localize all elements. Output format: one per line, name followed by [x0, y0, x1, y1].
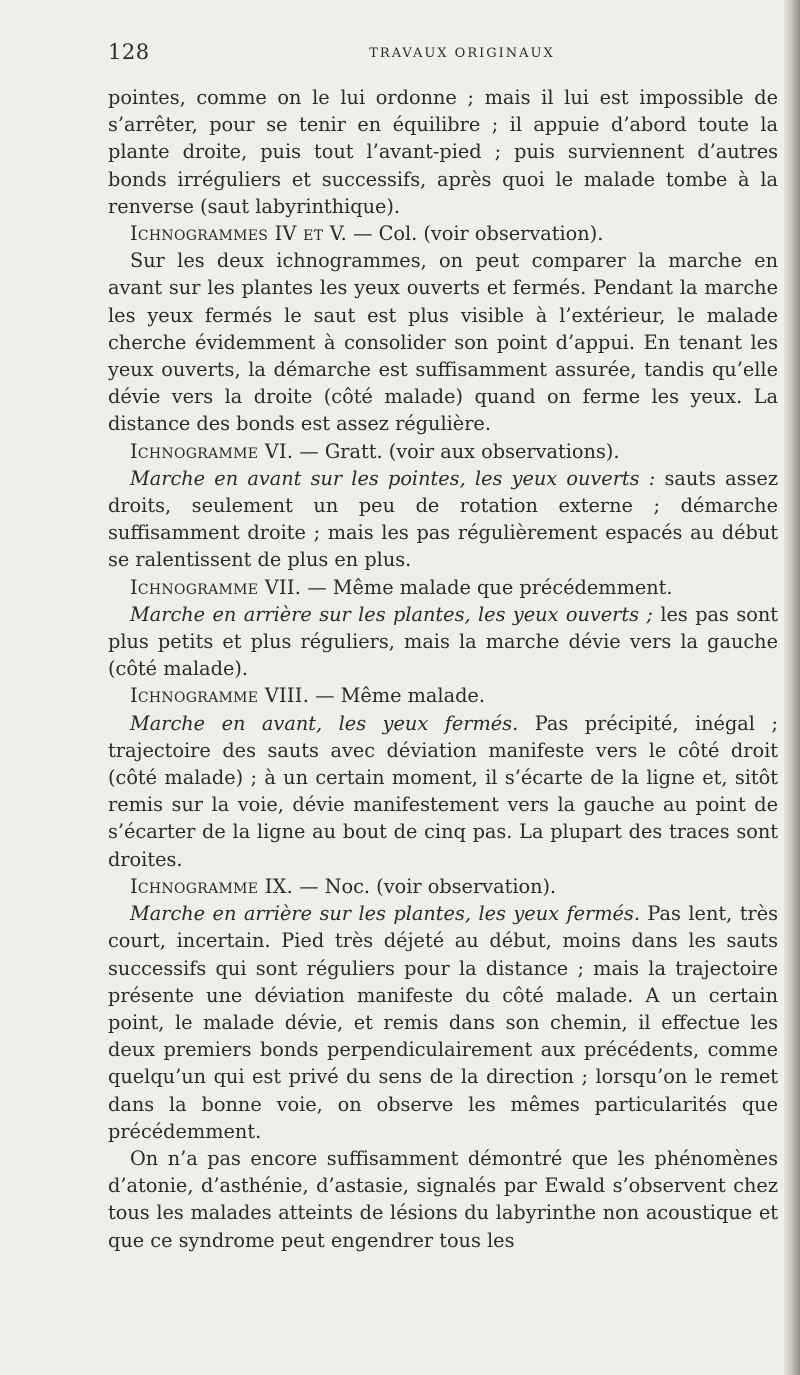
paragraph: Marche en arrière sur les plantes, les yeux fermés. Pas lent, très court, incertain. Pied très déjeté au début, moins dans les sauts successifs qui sont réguliers pour la distance ; mais la trajectoire présente une déviation manifeste du côté malade. A un certain point, le malade dévie, et remis dans son chemin, il effectue les deux premiers bonds perpendiculairement aux précédents, comme quelqu’un qui est privé du sens de la direction ; lorsqu’on le remet dans la bonne voie, on observe les mêmes particularités que précédemment. — [108, 902, 778, 1143]
ichnogram-heading: Ichnogramme VIII. — Même malade. — [130, 684, 485, 708]
paragraph: Marche en arrière sur les plantes, les yeux ouverts ; les pas sont plus petits et plus réguliers, mais la marche dévie vers la gauche (côté malade). — [108, 602, 778, 681]
ichnogram-label: Ichnogramme IX. — [130, 874, 294, 898]
paragraph: Sur les deux ichnogrammes, on peut comparer la marche en avant sur les plantes les yeux ouverts et fermés. Pendant la marche les yeux fermés le saut est plus visible à l’extérieur, le malade cherche évidemment à consolider son point d’appui. En tenant les yeux ouverts, la démarche est suffisamment assurée, tandis qu’elle dévie vers la droite (côté malade) quand on ferme les yeux. La distance des bonds est assez régulière. — [108, 249, 778, 436]
page-number: 128 — [108, 40, 150, 64]
paragraph: Marche en avant, les yeux fermés. Pas précipité, inégal ; trajectoire des sauts avec déviation manifeste vers le côté droit (côté malade) ; à un certain moment, il s’écarte de la ligne et, sitôt remis sur la voie, dévie manifestement vers la gauche au point de s’écarter de la ligne au bout de cinq pas. La plupart des traces sont droites. — [108, 711, 778, 871]
ichnogram-heading: Ichnogramme VI. — Gratt. (voir aux observations). — [130, 439, 620, 463]
running-title: TRAVAUX ORIGINAUX — [369, 46, 555, 61]
paragraph-continuation: pointes, comme on le lui ordonne ; mais il lui est impossible de s’arrêter, pour se tenir en équilibre ; il appuie d’abord toute la plante droite, puis tout l’avant-pied ; puis surviennent d’autres bonds irréguliers et successifs, après quoi le malade tombe à la renverse (saut labyrinthique). — [108, 86, 778, 218]
running-head — [108, 38, 776, 68]
ichnogram-label: Ichnogramme VIII. — [130, 684, 310, 708]
paragraph: On n’a pas encore suffisamment démontré que les phénomènes d’atonie, d’asthénie, d’astasie, signalés par Ewald s’observent chez tous les malades atteints de lésions du labyrinthe non acoustique et que ce syndrome peut engendrer tous les — [108, 1146, 778, 1252]
ichnogram-heading: Ichnogramme VII. — Même malade que précédemment. — [130, 575, 673, 599]
italic-lead: Marche en arrière sur les plantes, les yeux fermés. — [130, 902, 640, 926]
ichnogram-label: Ichnogramme VI. — [130, 439, 294, 463]
ichnogram-heading: Ichnogrammes IV et V. — Col. (voir observation). — [130, 222, 604, 246]
italic-lead: Marche en avant, les yeux fermés. — [130, 711, 519, 735]
page-edge-shadow — [784, 0, 800, 1375]
ichnogram-heading: Ichnogramme IX. — Noc. (voir observation). — [130, 874, 557, 898]
italic-lead: Marche en avant sur les pointes, les yeux ouverts : — [130, 466, 656, 490]
italic-lead: Marche en arrière sur les plantes, les yeux ouverts ; — [130, 602, 653, 626]
ichnogram-label: Ichnogrammes IV et V. — [130, 222, 348, 246]
ichnogram-label: Ichnogramme VII. — [130, 575, 302, 599]
paragraph: Marche en avant sur les pointes, les yeux ouverts : sauts assez droits, seulement un peu de rotation externe ; démarche suffisamment droite ; mais les pas régulièrement espacés au début se ralentissent de plus en plus. — [108, 466, 778, 572]
body-text — [108, 84, 778, 1254]
